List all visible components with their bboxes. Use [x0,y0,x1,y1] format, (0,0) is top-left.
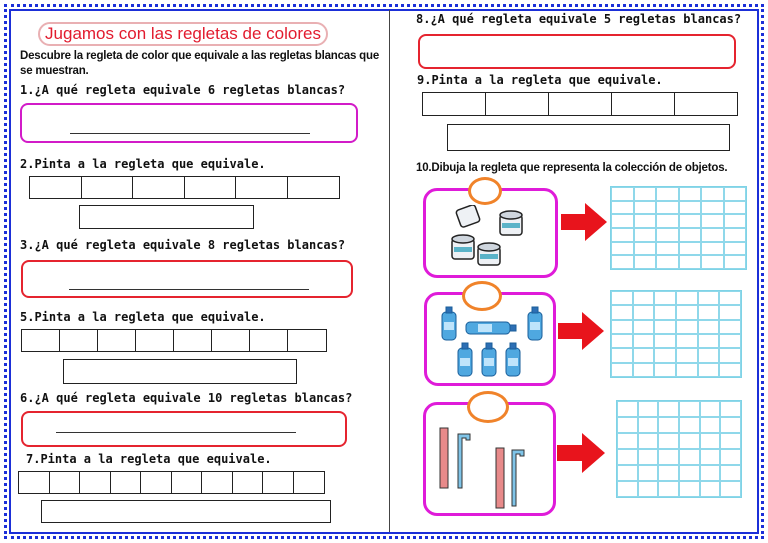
white-rods-row-9 [422,92,736,116]
white-rod-cell [184,176,237,199]
white-rod-cell [201,471,233,494]
answer-grid-1[interactable] [610,186,747,270]
white-rod-cell [135,329,175,352]
title-text: Jugamos con las regletas de colores [45,24,321,43]
white-rod-cell [674,92,738,116]
grid-cell[interactable] [617,417,638,433]
grid-cell[interactable] [700,465,721,481]
white-rod-cell [287,176,340,199]
grid-cell[interactable] [698,348,720,362]
grid-cell[interactable] [611,187,634,201]
answer-grid-3[interactable] [616,400,742,498]
white-rods-row-5 [21,329,325,352]
grid-cell[interactable] [698,334,720,348]
grid-cell[interactable] [724,242,747,256]
grid-cell[interactable] [656,187,679,201]
grid-cell[interactable] [724,228,747,242]
grid-cell[interactable] [698,320,720,334]
grid-cell[interactable] [679,401,700,417]
grid-cell[interactable] [679,214,702,228]
grid-cell[interactable] [611,348,633,362]
grid-cell[interactable] [633,363,655,377]
grid-cell[interactable] [679,433,700,449]
white-rod-cell [485,92,549,116]
grid-cell[interactable] [700,481,721,497]
grid-cell[interactable] [611,255,634,269]
white-rod-cell [49,471,81,494]
grid-cell[interactable] [654,334,676,348]
grid-cell[interactable] [719,363,741,377]
grid-cell[interactable] [658,417,679,433]
grid-cell[interactable] [700,449,721,465]
grid-cell[interactable] [719,305,741,319]
paint-rod-7[interactable] [41,500,331,523]
white-rod-cell [211,329,251,352]
answer-line [56,432,296,433]
grid-cell[interactable] [633,291,655,305]
white-rod-cell [140,471,172,494]
grid-cell[interactable] [679,255,702,269]
grid-cell[interactable] [654,305,676,319]
grid-cell[interactable] [676,334,698,348]
white-rod-cell [18,471,50,494]
arrow-right-icon [561,203,607,241]
grid-cell[interactable] [658,433,679,449]
straws-icon [436,426,536,510]
grid-cell[interactable] [719,334,741,348]
grid-cell[interactable] [611,363,633,377]
answer-line [70,133,310,134]
grid-cell[interactable] [679,417,700,433]
grid-cell[interactable] [617,465,638,481]
grid-cell[interactable] [638,465,659,481]
grid-cell[interactable] [679,187,702,201]
grid-cell[interactable] [634,228,657,242]
grid-cell[interactable] [638,417,659,433]
grid-cell[interactable] [701,255,724,269]
grid-cell[interactable] [654,348,676,362]
grid-cell[interactable] [617,401,638,417]
white-rod-cell [293,471,325,494]
grid-cell[interactable] [679,228,702,242]
grid-cell[interactable] [719,320,741,334]
grid-cell[interactable] [701,228,724,242]
question-1: 1.¿A qué regleta equivale 6 regletas blancas? [20,83,346,97]
grid-cell[interactable] [611,201,634,215]
white-rod-cell [422,92,486,116]
grid-cell[interactable] [724,214,747,228]
grid-cell[interactable] [676,305,698,319]
white-rod-cell [611,92,675,116]
grid-cell[interactable] [611,242,634,256]
question-8: 8.¿A qué regleta equivale 5 regletas blancas? [416,12,742,26]
grid-cell[interactable] [700,401,721,417]
grid-cell[interactable] [676,348,698,362]
question-10: 10.Dibuja la regleta que representa la colección de objetos. [416,162,728,174]
column-divider [389,10,390,532]
grid-cell[interactable] [634,187,657,201]
grid-cell[interactable] [701,242,724,256]
grid-cell[interactable] [617,481,638,497]
question-5: 5.Pinta a la regleta que equivale. [20,310,266,324]
grid-cell[interactable] [679,481,700,497]
white-rod-cell [171,471,203,494]
white-rod-cell [235,176,288,199]
grid-cell[interactable] [617,449,638,465]
count-oval-3[interactable] [467,391,509,423]
grid-cell[interactable] [634,255,657,269]
grid-cell[interactable] [720,433,741,449]
grid-cell[interactable] [658,401,679,417]
grid-cell[interactable] [720,449,741,465]
white-rods-row-2 [29,176,338,199]
grid-cell[interactable] [698,363,720,377]
cans-icon [448,205,528,269]
grid-cell[interactable] [633,348,655,362]
grid-cell[interactable] [638,481,659,497]
white-rod-cell [132,176,185,199]
paint-rod-9[interactable] [447,124,730,151]
grid-cell[interactable] [634,201,657,215]
white-rods-row-7 [18,471,323,494]
question-9: 9.Pinta a la regleta que equivale. [417,73,663,87]
worksheet-title [38,22,328,46]
grid-cell[interactable] [611,214,634,228]
grid-cell[interactable] [724,255,747,269]
grid-cell[interactable] [679,465,700,481]
grid-cell[interactable] [698,305,720,319]
grid-cell[interactable] [720,481,741,497]
paint-rod-2[interactable] [79,205,254,229]
grid-cell[interactable] [633,334,655,348]
grid-cell[interactable] [656,242,679,256]
grid-cell[interactable] [617,433,638,449]
answer-line [69,289,309,290]
paint-rod-5[interactable] [63,359,297,384]
grid-cell[interactable] [679,201,702,215]
white-rod-cell [262,471,294,494]
grid-cell[interactable] [724,201,747,215]
white-rod-cell [232,471,264,494]
grid-cell[interactable] [720,465,741,481]
grid-cell[interactable] [698,291,720,305]
question-6: 6.¿A qué regleta equivale 10 regletas blancas? [20,391,353,405]
white-rod-cell [173,329,213,352]
grid-cell[interactable] [719,348,741,362]
grid-cell[interactable] [611,334,633,348]
question-3: 3.¿A qué regleta equivale 8 regletas blancas? [20,238,346,252]
grid-cell[interactable] [638,449,659,465]
grid-cell[interactable] [654,291,676,305]
grid-cell[interactable] [638,401,659,417]
grid-cell[interactable] [656,201,679,215]
grid-cell[interactable] [701,214,724,228]
grid-cell[interactable] [658,449,679,465]
instruction-text: Descubre la regleta de color que equivale a las regletas blancas que se muestran. [20,50,380,77]
grid-cell[interactable] [633,305,655,319]
white-rod-cell [59,329,99,352]
grid-cell[interactable] [701,201,724,215]
question-7: 7.Pinta a la regleta que equivale. [26,452,272,466]
white-rod-cell [29,176,82,199]
answer-box-3[interactable] [21,260,353,298]
white-rod-cell [21,329,61,352]
grid-cell[interactable] [633,320,655,334]
answer-box-8[interactable] [418,34,736,69]
answer-box-6[interactable] [21,411,347,447]
grid-cell[interactable] [676,320,698,334]
grid-cell[interactable] [700,417,721,433]
grid-cell[interactable] [658,481,679,497]
white-rod-cell [548,92,612,116]
grid-cell[interactable] [679,242,702,256]
grid-cell[interactable] [611,320,633,334]
grid-cell[interactable] [656,255,679,269]
grid-cell[interactable] [720,417,741,433]
grid-cell[interactable] [634,242,657,256]
grid-cell[interactable] [700,433,721,449]
white-rod-cell [81,176,134,199]
grid-cell[interactable] [611,305,633,319]
white-rod-cell [97,329,137,352]
white-rod-cell [110,471,142,494]
grid-cell[interactable] [634,214,657,228]
grid-cell[interactable] [654,363,676,377]
answer-grid-2[interactable] [610,290,742,378]
grid-cell[interactable] [679,449,700,465]
grid-cell[interactable] [719,291,741,305]
question-2: 2.Pinta a la regleta que equivale. [20,157,266,171]
arrow-right-icon [558,312,604,350]
grid-cell[interactable] [720,401,741,417]
grid-cell[interactable] [676,363,698,377]
white-rod-cell [249,329,289,352]
white-rod-cell [287,329,327,352]
grid-cell[interactable] [676,291,698,305]
grid-cell[interactable] [638,433,659,449]
grid-cell[interactable] [658,465,679,481]
grid-cell[interactable] [656,228,679,242]
count-oval-1[interactable] [468,177,502,205]
grid-cell[interactable] [701,187,724,201]
grid-cell[interactable] [724,187,747,201]
grid-cell[interactable] [654,320,676,334]
white-rod-cell [79,471,111,494]
water-bottles-icon [438,306,548,380]
grid-cell[interactable] [611,291,633,305]
arrow-right-icon [557,433,605,473]
grid-cell[interactable] [656,214,679,228]
grid-cell[interactable] [611,228,634,242]
answer-box-1[interactable] [20,103,358,143]
